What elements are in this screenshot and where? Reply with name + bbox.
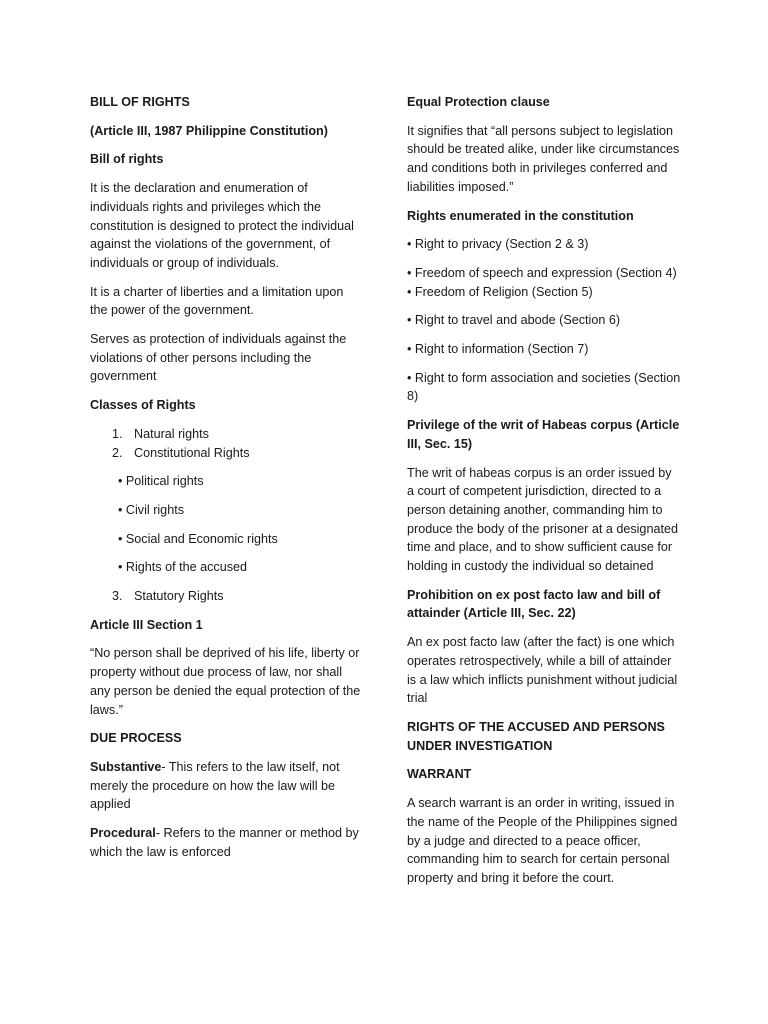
warrant-definition: A search warrant is an order in writing, issued in the name of the People of the Philippines signed by a judge and directed to a peace officer, commanding him to search for certain personal property and bring it before the court.: [407, 796, 678, 885]
charter-paragraph: It is a charter of liberties and a limitation upon the power of the government.: [90, 284, 344, 318]
equal-protection-definition: It signifies that “all persons subject to legislation should be treated alike, under like circumstances and conditions both in privileges conferred and liabilities imposed.”: [407, 123, 680, 194]
bill-of-rights-heading: Bill of rights: [90, 152, 164, 167]
classes-list: [90, 425, 362, 462]
section-quote: “No person shall be deprived of his life, liberty or property without due process of law, nor shall any person be denied the equal protection of the laws.”: [90, 646, 361, 717]
list-item: • Civil rights: [118, 502, 184, 517]
list-item: • Right to information (Section 7): [407, 342, 589, 357]
list-item: • Right to privacy (Section 2 & 3): [407, 237, 589, 252]
list-item: • Right to form association and societies (Section 8): [407, 370, 681, 404]
warrant-heading: WARRANT: [407, 767, 472, 782]
rights-of-accused-heading: RIGHTS OF THE ACCUSED AND PERSONS UNDER INVESTIGATION: [407, 719, 665, 753]
list-item: 3. Statutory Rights: [112, 589, 224, 604]
equal-protection-heading: Equal Protection clause: [407, 95, 550, 109]
list-item: 2. Constitutional Rights: [112, 445, 250, 460]
document-subtitle: (Article III, 1987 Philippine Constitution): [90, 123, 328, 138]
ex-post-facto-heading: Prohibition on ex post facto law and bill of attainder (Article III, Sec. 22): [407, 587, 661, 621]
list-item: • Rights of the accused: [118, 560, 248, 575]
habeas-corpus-definition: The writ of habeas corpus is an order issued by a court of competent jurisdiction, directed to a person detaining another, commanding him to produce the body of the prisoner at a designated time and place, and to show sufficient cause for holding in custody the individual so detained: [407, 465, 678, 574]
section-heading: Article III Section 1: [90, 617, 203, 632]
procedural-paragraph: Procedural- Refers to the manner or method by which the law is enforced: [90, 826, 359, 859]
bill-of-rights-definition: It is the declaration and enumeration of individuals rights and privileges which the constitution is designed to protect the individual against the violations of the government, of individuals or group of individuals.: [90, 181, 354, 270]
list-item: • Political rights: [118, 474, 204, 489]
substantive-paragraph: Substantive- This refers to the law itself, not merely the procedure on how the law will be applied: [90, 759, 340, 812]
ex-post-facto-definition: An ex post facto law (after the fact) is one which operates retrospectively, while a bill of attainder is a law which inflicts punishment without judicial trial: [407, 635, 678, 706]
list-item: • Right to travel and abode (Section 6): [407, 313, 621, 328]
left-column: [90, 93, 362, 872]
list-item: • Social and Economic rights: [118, 531, 278, 546]
list-item: • Freedom of speech and expression (Section 4): [407, 265, 677, 280]
right-column: [407, 93, 682, 898]
rights-enumerated-heading: Rights enumerated in the constitution: [407, 208, 634, 223]
classes-heading: Classes of Rights: [90, 398, 196, 413]
list-item: 1. Natural rights: [112, 426, 209, 441]
document-title: BILL OF RIGHTS: [90, 95, 190, 109]
habeas-corpus-heading: Privilege of the writ of Habeas corpus (Article III, Sec. 15): [407, 418, 680, 451]
classes-list-continued: [90, 587, 362, 606]
due-process-heading: DUE PROCESS: [90, 731, 182, 746]
list-item: • Freedom of Religion (Section 5): [407, 284, 593, 299]
protection-paragraph: Serves as protection of individuals against the violations of other persons including the government: [90, 332, 347, 384]
